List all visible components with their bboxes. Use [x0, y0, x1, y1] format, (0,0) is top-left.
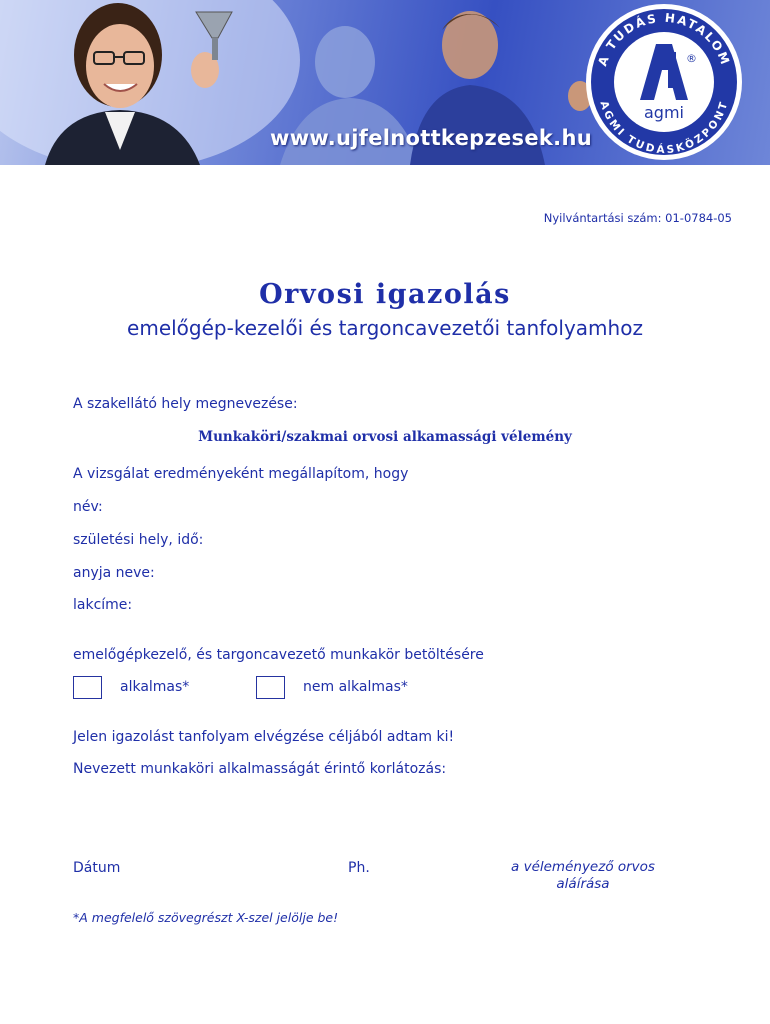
- address-field-label: lakcíme:: [73, 597, 133, 613]
- fit-label: alkalmas*: [120, 679, 190, 695]
- registration-number: Nyilvántartási szám: 01-0784-05: [543, 211, 732, 225]
- page-title: Orvosi igazolás: [259, 279, 511, 310]
- logo-ring-top: A TUDÁS HATALOM: [595, 10, 733, 68]
- registered-mark: ®: [686, 52, 697, 65]
- footnote: *A megfelelő szövegrészt X-szel jelölje be!: [73, 910, 339, 925]
- birth-field-label: születési hely, idő:: [73, 532, 204, 548]
- unfit-label: nem alkalmas*: [303, 679, 408, 695]
- header-banner: [0, 0, 770, 165]
- job-line: emelőgépkezelő, és targoncavezető munkakör betöltésére: [73, 647, 484, 663]
- purpose-text: Jelen igazolást tanfolyam elvégzése céljából adtam ki!: [73, 729, 455, 745]
- logo-brand: agmi: [644, 103, 684, 122]
- provider-label: A szakellátó hely megnevezése:: [73, 396, 298, 412]
- stamp-label: Ph.: [348, 860, 370, 876]
- page-subtitle: emelőgép-kezelői és targoncavezetői tanfolyamhoz: [127, 316, 643, 340]
- fit-checkbox[interactable]: [73, 676, 102, 699]
- logo-ring-bottom: AGMI TUDÁSKÖZPONT: [597, 99, 731, 157]
- section-title: Munkaköri/szakmai orvosi alkamassági vélemény: [198, 429, 572, 445]
- mother-field-label: anyja neve:: [73, 565, 155, 581]
- date-label: Dátum: [73, 860, 121, 876]
- name-field-label: név:: [73, 499, 103, 515]
- svg-text:A TUDÁS HATALOM: [595, 11, 732, 68]
- banner-url[interactable]: www.ujfelnottkepzesek.hu: [270, 126, 592, 150]
- unfit-checkbox[interactable]: [256, 676, 285, 699]
- signature-label: a véleményező orvos aláírása: [511, 859, 655, 892]
- restriction-label: Nevezett munkaköri alkalmasságát érintő korlátozás:: [73, 761, 447, 777]
- statement-text: A vizsgálat eredményeként megállapítom, hogy: [73, 466, 409, 482]
